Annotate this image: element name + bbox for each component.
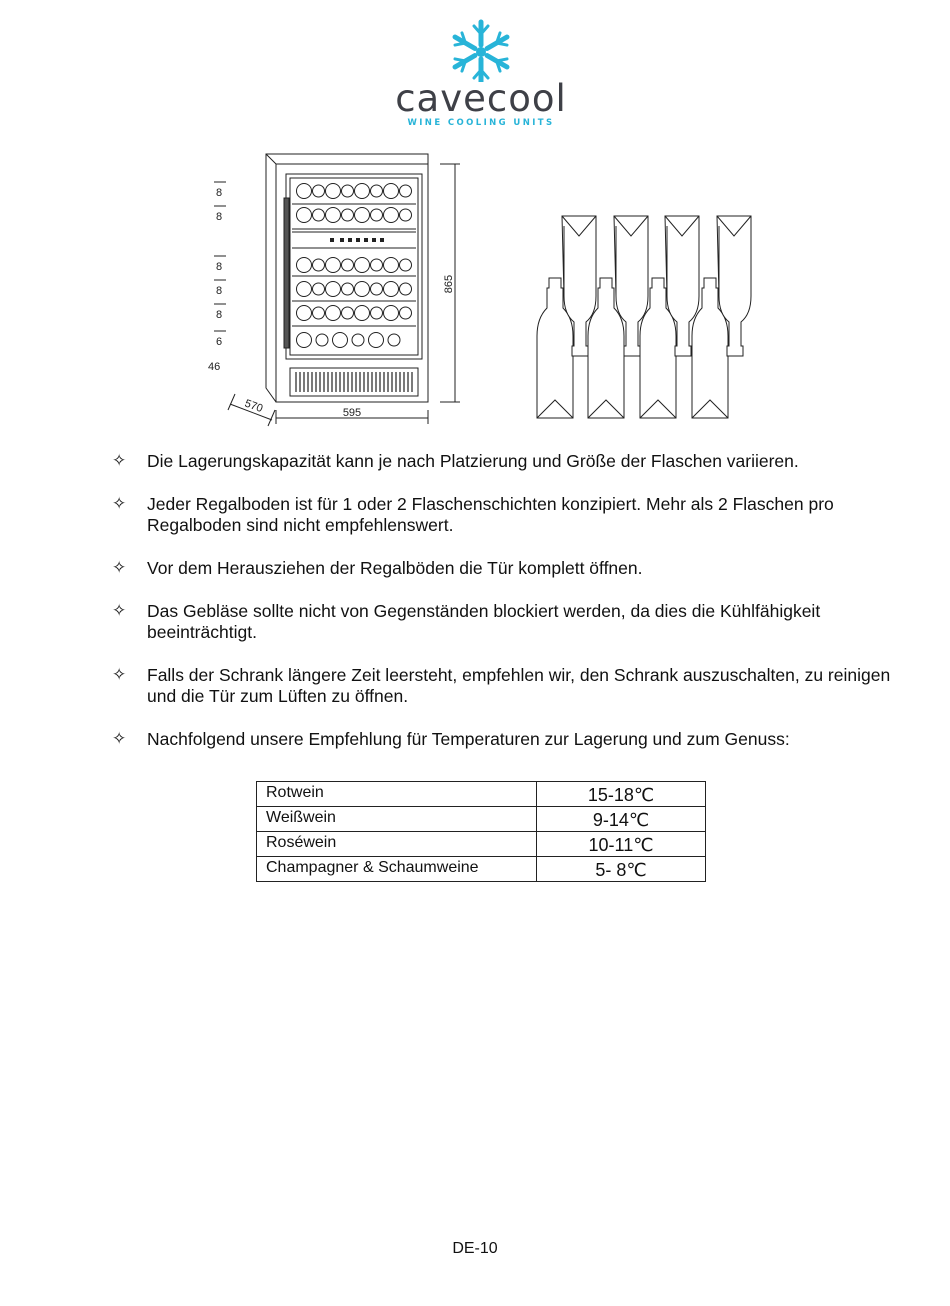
snowflake-icon [366, 16, 596, 82]
bottle-circle [384, 258, 399, 273]
bottle-arrangement-drawing [532, 212, 757, 424]
wine-type-cell: Rotwein [257, 782, 537, 807]
note-text: Die Lagerungskapazität kann je nach Platzierung und Größe der Flaschen variieren. [147, 451, 799, 471]
shelf-capacity-label: 8 [216, 309, 223, 321]
bottle-circle [333, 333, 348, 348]
page-number: DE-10 [452, 1240, 498, 1257]
bottle-circle [313, 185, 325, 197]
table-row [257, 832, 706, 857]
note-text: Jeder Regalboden ist für 1 oder 2 Flaschenschichten konzipiert. Mehr als 2 Flaschen pro Regalboden sind nicht empfehlenswert. [147, 494, 834, 535]
notes-list [112, 451, 902, 772]
shelf-capacity-label: 8 [216, 187, 223, 199]
bottle-circle [297, 333, 312, 348]
bottle-circle [342, 185, 354, 197]
bottle-circle [342, 259, 354, 271]
bottle-circle [326, 184, 341, 199]
depth-dimension-label: 570 [242, 397, 265, 416]
note-item [112, 601, 902, 643]
shelf-capacity-label: 8 [216, 285, 223, 297]
width-dimension-label: 595 [342, 407, 362, 419]
table-row [257, 807, 706, 832]
bottle-circle [355, 208, 370, 223]
bottle-circle [388, 334, 400, 346]
bottom-clearance-label: 46 [208, 361, 221, 373]
diamond-star-icon: ✧ [112, 601, 127, 621]
shelf-capacity-label: 6 [216, 336, 223, 348]
note-text: Falls der Schrank längere Zeit leersteht, empfehlen wir, den Schrank auszuschalten, zu reinigen und die Tür zum Lüften zu öffnen. [147, 665, 891, 706]
bottle-circle [355, 184, 370, 199]
bottle-circle [384, 184, 399, 199]
height-dimension-label: 865 [443, 274, 455, 294]
shelf-capacity-label: 8 [216, 211, 223, 223]
bottle-circle [316, 334, 328, 346]
temperature-cell: 15-18℃ [537, 782, 706, 807]
bottle-circle [297, 258, 312, 273]
bottle-circle [400, 283, 412, 295]
bottle-circle [384, 282, 399, 297]
diamond-star-icon: ✧ [112, 729, 127, 749]
brand-tagline: WINE COOLING UNITS [407, 118, 555, 128]
bottle-circle [371, 307, 383, 319]
bottle-circle [355, 306, 370, 321]
bottle-circle [400, 185, 412, 197]
diamond-star-icon: ✧ [112, 494, 127, 514]
bottle-circle [297, 208, 312, 223]
bottle-circle [326, 306, 341, 321]
bottle-circle [371, 259, 383, 271]
bottle-circle [326, 258, 341, 273]
note-text: Nachfolgend unsere Empfehlung für Temperaturen zur Lagerung und zum Genuss: [147, 729, 790, 749]
bottle-circle [400, 259, 412, 271]
diamond-star-icon: ✧ [112, 451, 127, 471]
bottle-circle [342, 209, 354, 221]
note-item [112, 729, 902, 750]
note-item [112, 451, 902, 472]
bottle-circle [371, 283, 383, 295]
bottle-circle [400, 307, 412, 319]
temperature-cell: 5- 8℃ [537, 857, 706, 882]
shelf-capacity-label: 8 [216, 261, 223, 273]
bottle-circle [342, 283, 354, 295]
bottle-circle [371, 209, 383, 221]
note-text: Vor dem Herausziehen der Regalböden die Tür komplett öffnen. [147, 558, 643, 578]
fridge-dimension-drawing [200, 148, 470, 428]
bottle-circle [313, 259, 325, 271]
bottle-circle [371, 185, 383, 197]
bottle-circle [369, 333, 384, 348]
temperature-cell: 10-11℃ [537, 832, 706, 857]
bottle-circle [384, 208, 399, 223]
bottle-circle [297, 306, 312, 321]
bottle-circle [313, 307, 325, 319]
bottle-circle [400, 209, 412, 221]
diamond-star-icon: ✧ [112, 558, 127, 578]
bottle-circle [297, 282, 312, 297]
brand-logo [366, 16, 596, 131]
bottle-circle [313, 209, 325, 221]
bottle-circle [384, 306, 399, 321]
note-item [112, 665, 902, 707]
bottle-circle [355, 258, 370, 273]
temperature-table [256, 781, 706, 882]
temperature-cell: 9-14℃ [537, 807, 706, 832]
table-row [257, 857, 706, 882]
wine-type-cell: Weißwein [257, 807, 537, 832]
brand-name: cavecool [395, 77, 567, 120]
diamond-star-icon: ✧ [112, 665, 127, 685]
bottle-circle [326, 282, 341, 297]
bottle-circle [326, 208, 341, 223]
bottle-circle [355, 282, 370, 297]
bottle-circle [342, 307, 354, 319]
bottle-circle [313, 283, 325, 295]
wine-type-cell: Roséwein [257, 832, 537, 857]
table-row [257, 782, 706, 807]
note-item [112, 558, 902, 579]
bottle-circle [297, 184, 312, 199]
note-item [112, 494, 902, 536]
wine-type-cell: Champagner & Schaumweine [257, 857, 537, 882]
bottle-circle [352, 334, 364, 346]
note-text: Das Gebläse sollte nicht von Gegenständen blockiert werden, da dies die Kühlfähigkeit beeinträchtigt. [147, 601, 821, 642]
